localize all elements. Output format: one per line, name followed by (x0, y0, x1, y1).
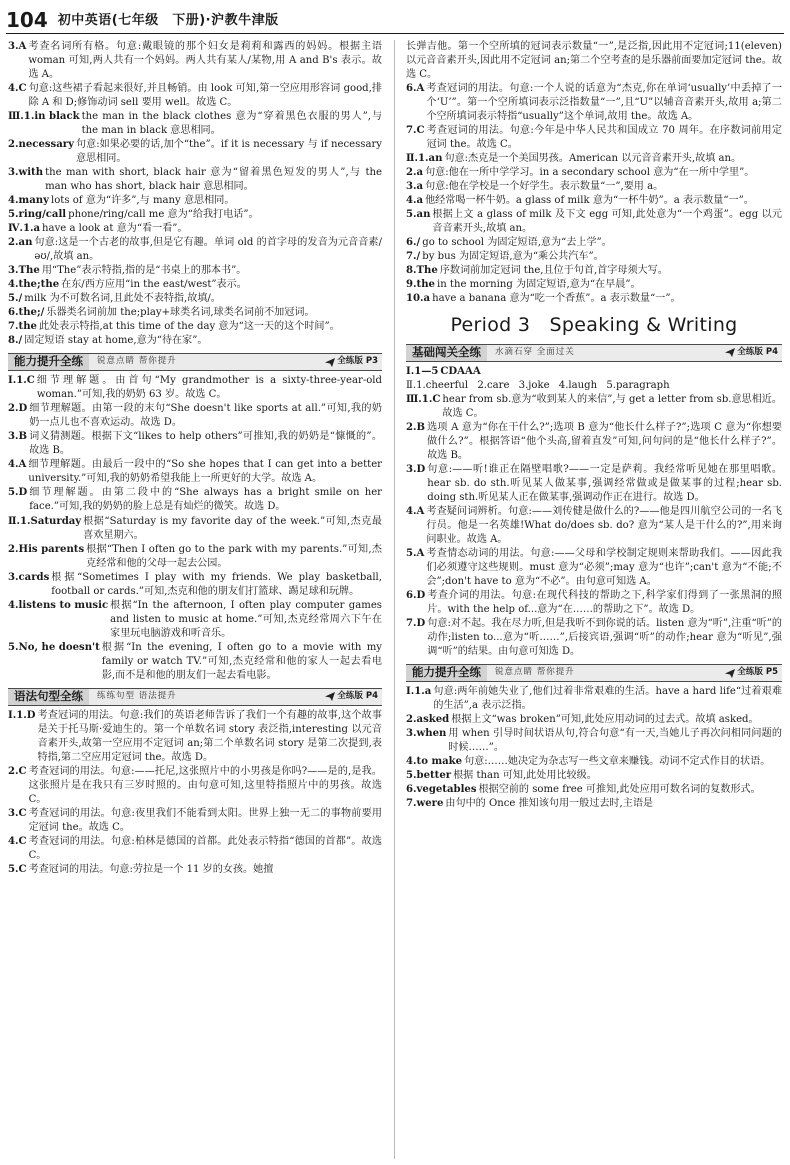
answer-item (406, 769, 782, 783)
answer-item (406, 755, 782, 769)
answer-explanation: 句意:——听!谁正在隔壁唱歌?——一定是萨莉。我经常听见她在那里唱歌。hear sb. do sth.听见某人做某事,强调经常做或是做某事的过程;hear sb. doing sth.听见某人正在做某事,强调动作正在进行。故选 D。 (427, 463, 782, 503)
answer-explanation: hear from sb.意为“收到某人的来信”,与 get a letter from sb.意思相近。故选 C。 (442, 393, 782, 419)
section-title: 语法句型全练 (8, 689, 89, 705)
answer-number: 4.listens to music (8, 599, 109, 611)
answer-item (406, 180, 782, 194)
answer-explanation: by bus 为固定短语,意为“乘公共汽车”。 (422, 251, 604, 263)
answer-number: 7.C (406, 125, 425, 137)
answer-item (8, 208, 382, 222)
answer-explanation: 细节理解题。由首句“My grandmother is a sixty-three-year-old woman.”可知,我的奶奶 63 岁。故选 C。 (36, 375, 382, 401)
answer-explanation: the man with short, black hair 意为“留着黑色短发的男人”,与 the man who has short, black hair 意思相同。 (45, 167, 382, 193)
answer-number: 3.with (8, 167, 44, 179)
answer-item (8, 264, 382, 278)
answer-item (8, 194, 382, 208)
paper-plane-icon (325, 692, 335, 701)
answer-number: 5.A (406, 547, 425, 559)
answer-explanation: 根据“Then I often go to the park with my parents.”可知,杰克经常和他的父母一起去公园。 (86, 543, 382, 569)
answer-number: 5.D (8, 487, 28, 499)
answer-item (406, 685, 782, 713)
answer-number: 3.A (8, 41, 27, 52)
answer-number: Ⅱ.1.an (406, 153, 443, 165)
answer-explanation: 在东/西方应用“in the east/west”表示。 (61, 279, 247, 291)
inline-answer: 5.paragraph (606, 379, 670, 391)
column-divider (394, 40, 395, 1159)
answer-item (8, 236, 382, 264)
section-header (8, 353, 382, 371)
answer-item (406, 264, 782, 278)
answer-explanation: 用“The”表示特指,指的是“书桌上的那本书”。 (41, 265, 247, 277)
answer-number: 3.D (406, 463, 426, 475)
answer-explanation: 细节理解题。由第一段的末句“She doesn't like sports at all.”可知,我的奶奶一点儿也不喜欢运动。故选 D。 (29, 403, 382, 429)
answer-explanation: 句意:杰克是一个美国男孩。American 以元音音素开头,故填 an。 (444, 153, 742, 165)
answer-item (406, 292, 782, 306)
answer-explanation: 根据上文“was broken”可知,此处应用动词的过去式。故填 asked。 (451, 714, 759, 726)
answer-item (8, 374, 382, 402)
answer-number: Ⅰ.1.D (8, 709, 36, 721)
section-header (406, 664, 782, 682)
paper-plane-icon (725, 348, 735, 357)
section-header (406, 344, 782, 362)
answer-list (406, 685, 782, 811)
answer-number: 2.D (8, 403, 28, 415)
answer-explanation: 考查冠词的用法。句意:劳拉是一个 11 岁的女孩。她擅 (28, 863, 274, 875)
answer-number: Ⅳ.1.a (8, 223, 41, 235)
answer-explanation: 句意:这些裙子看起来很好,并且畅销。由 look 可知,第一空应用形容词 good,排除 A 和 D;修饰动词 sell 要用 well。故选 C。 (28, 83, 382, 109)
answer-number: 4.to make (406, 756, 463, 768)
answer-explanation: milk 为不可数名词,且此处不表特指,故填/。 (24, 293, 221, 305)
answer-explanation: the man in the black clothes 意为“穿着黑色衣服的男人”,与 the man in black 意思相同。 (81, 111, 382, 137)
answer-explanation: 考查疑问词辨析。句意:——刘传健是做什么的?——他是四川航空公司的一名飞行员。他是一名英雄!What do/does sb. do? 意为“某人是干什么的?”,用来询问职业。故选 A。 (426, 505, 782, 545)
answer-item (406, 797, 782, 811)
answer-item (406, 250, 782, 264)
answer-explanation: 乐器类名词前加 the;play+球类名词,球类名词前不加冠词。 (46, 307, 315, 319)
answer-number: 3.The (8, 265, 40, 277)
answer-list (406, 393, 782, 659)
answer-number: 5.better (406, 770, 452, 782)
answer-explanation: 考查介词的用法。句意:在现代科技的帮助之下,科学家们得到了一张黑洞的照片。with the help of...意为“在……的帮助之下”。故选 D。 (427, 589, 782, 615)
answer-item (8, 543, 382, 571)
inline-answer: 2.care (477, 379, 510, 391)
answer-item (406, 393, 782, 421)
answer-number: Ⅱ.1.Saturday (8, 515, 82, 527)
answer-item (8, 110, 382, 138)
answer-item (406, 713, 782, 727)
answer-explanation: 句意:他在学校是一个好学生。表示数量“一”,要用 a。 (425, 181, 664, 193)
left-column (8, 40, 382, 1159)
section-version (725, 667, 778, 679)
answer-number: Ⅰ.1—5 (406, 365, 439, 377)
section-header (8, 688, 382, 706)
paper-plane-icon (725, 669, 735, 678)
answer-item (406, 82, 782, 124)
inline-answer: Ⅱ.1.cheerful (406, 379, 469, 391)
answer-explanation: 考查冠词的用法。句意:夜里我们不能看到太阳。世界上独一无二的事物前要用定冠词 the。故选 C。 (28, 807, 382, 833)
answer-number: 5.No, he doesn't (8, 641, 100, 653)
answer-item (406, 124, 782, 152)
answer-item (406, 727, 782, 755)
answer-explanation: 句意:两年前她失业了,他们过着非常艰难的生活。have a hard life“过着艰难的生活”,a 表示泛指。 (433, 686, 782, 712)
answer-item (8, 835, 382, 863)
answer-item (8, 82, 382, 110)
answer-text (440, 365, 782, 379)
answer-explanation: 根据空前的 some free 可推知,此处应用可数名词的复数形式。 (478, 784, 761, 796)
answer-explanation: 固定短语 stay at home,意为“待在家”。 (24, 335, 208, 347)
answer-inline-list (406, 379, 782, 393)
section-version-label: 全练版 P4 (737, 346, 778, 357)
answer-item (8, 306, 382, 320)
period-title: Period 3 Speaking & Writing (450, 314, 738, 337)
answer-number: 5.an (406, 209, 431, 221)
answer-item (406, 589, 782, 617)
answer-explanation: 句意:如果必要的话,加个“the”。if it is necessary 与 if necessary 意思相同。 (75, 139, 382, 165)
answer-explanation: 句意:他在一所中学学习。in a secondary school 意为“在一所中学里”。 (425, 167, 755, 179)
answer-number: 5./ (8, 293, 23, 305)
answer-item (8, 334, 382, 348)
section-version (325, 691, 378, 703)
answer-number: 5.C (8, 863, 27, 875)
answer-item (406, 365, 782, 379)
section-subtitle: 锐意点睛 帮你提升 (97, 356, 177, 367)
answer-number: 8./ (8, 335, 23, 347)
answer-explanation: 细节理解题。由第二段中的“She always has a bright smile on her face.”可知,我的奶奶的脸上总是有灿烂的微笑。故选 D。 (29, 487, 382, 513)
answer-number: 2.necessary (8, 139, 74, 151)
inline-answer: 3.joke (518, 379, 550, 391)
answer-list (8, 709, 382, 877)
answer-number: 6.the;/ (8, 307, 45, 319)
answer-explanation: in the morning 为固定短语,意为“在早晨”。 (436, 279, 641, 291)
answer-explanation: 考查冠词的用法。句意:——托尼,这张照片中的小男孩是你吗?——是的,是我。这张照片是在我只有三岁时照的。由句意可知,这里特指照片中的男孩。故选 C。 (28, 765, 382, 805)
answer-number: 10.a (406, 293, 431, 305)
answer-number: 4.many (8, 195, 49, 207)
answer-number: 7.the (8, 321, 37, 333)
answer-item (8, 571, 382, 599)
answer-key: CDAAA (440, 365, 481, 377)
answer-list (8, 374, 382, 682)
book-title: 初中英语(七年级 下册)·沪教牛津版 (57, 12, 279, 28)
answer-explanation: 用 when 引导时间状语从句,符合句意“有一天,当她儿子再次问相同问题的时候……”。 (448, 728, 782, 754)
answer-number: 3.a (406, 181, 424, 193)
paper-plane-icon (325, 358, 335, 367)
answer-item (406, 166, 782, 180)
answer-explanation: 句意:这是一个古老的故事,但是它有趣。单词 old 的首字母的发音为元音音素/əʊ/,故填 an。 (34, 237, 382, 263)
answer-number: 6.vegetables (406, 784, 477, 796)
answer-item (8, 320, 382, 334)
answer-number: 6.D (406, 589, 426, 601)
answer-number: 2.B (406, 421, 426, 433)
answer-item (8, 863, 382, 877)
answer-explanation: 根据“Saturday is my favorite day of the week.”可知,杰克最喜欢星期六。 (83, 515, 382, 541)
answer-item (406, 278, 782, 292)
answer-number: 4.a (406, 195, 424, 207)
answer-item (8, 166, 382, 194)
answer-number: 3.C (8, 807, 27, 819)
answer-item (406, 152, 782, 166)
answer-explanation: go to school 为固定短语,意为“去上学”。 (422, 237, 612, 249)
answer-explanation: lots of 意为“许多”,与 many 意思相同。 (50, 195, 235, 207)
page-header (6, 6, 784, 34)
answer-number: 2.a (406, 167, 424, 179)
answer-explanation: 考查冠词的用法。句意:我们的英语老师告诉了我们一个有趣的故事,这个故事是关于托马斯·爱迪生的。第一个单数名词 story 表泛指,interesting 以元音音素开头,故第一空应用不定冠词 an;第二个单数名词 story 是第二次提到,表特指,第二空应用定冠词 the。故选 D。 (37, 709, 382, 763)
answer-item (8, 138, 382, 166)
answer-item (406, 194, 782, 208)
answer-number: 2.an (8, 237, 33, 249)
answer-explanation: 选项 A 意为“你在干什么?”;选项 B 意为“他长什么样子?”;选项 C 意为“你想要做什么?”。根据答语“他个头高,留着直发”可知,问句问的是“他长什么样子?”。故选 B。 (427, 421, 782, 461)
answer-list (8, 40, 382, 348)
answer-item (406, 236, 782, 250)
continued-text: 长弹吉他。第一个空所填的冠词表示数量“一”,是泛指,因此用不定冠词;11(eleven)以元音音素开头,因此用不定冠词 an;第二个空考查的是乐器前面要加定冠词 the。故选 C。 (406, 41, 782, 81)
answer-item (8, 292, 382, 306)
answer-explanation: 考查冠词的用法。句意:一个人说的话意为“杰克,你在单词‘usually’中丢掉了一个‘U’”。第一个空所填词表示泛指数量“一”,且“U”以辅音音素开头,故用 a;第二个空所填词表示特指“usually”这个单词,故用 the。故选 A。 (426, 83, 782, 123)
answer-number: 7.D (406, 617, 426, 629)
answer-number: Ⅲ.1.in black (8, 111, 80, 123)
answer-number: 3.when (406, 728, 447, 740)
answer-number: 4.C (8, 835, 27, 847)
answer-item (8, 430, 382, 458)
answer-number: 7.were (406, 798, 444, 810)
answer-explanation: have a look at 意为“看一看”。 (42, 223, 188, 235)
answer-item (406, 208, 782, 236)
answer-item (8, 222, 382, 236)
answer-item (406, 505, 782, 547)
answer-number: 4.C (8, 83, 27, 95)
section-subtitle: 练练句型 语法提升 (97, 690, 177, 701)
section-subtitle: 锐意点睛 帮你提升 (495, 667, 575, 678)
answer-explanation: 由句中的 Once 推知该句用一般过去时,主语是 (445, 798, 654, 810)
answer-explanation: 序数词前加定冠词 the,且位于句首,首字母须大写。 (439, 265, 668, 277)
answer-number: 2.asked (406, 714, 450, 726)
section-version-label: 全练版 P5 (737, 667, 778, 678)
answer-item (8, 515, 382, 543)
answer-explanation: 词义猜测题。根据下文“likes to help others”可推知,我的奶奶是“慷慨的”。故选 B。 (29, 431, 382, 457)
section-version (725, 347, 778, 359)
inline-answer: 4.laugh (558, 379, 598, 391)
answer-explanation: 根据“Sometimes I play with my friends. We play basketball, football or cards.”可知,杰克和他的朋友们打篮球、踢足球和玩牌。 (51, 571, 382, 597)
answer-explanation: 根据上文 a glass of milk 及下文 egg 可知,此处意为“一个鸡蛋”。egg 以元音音素开头,故填 an。 (432, 209, 782, 235)
answer-number: 4.A (8, 459, 27, 471)
answer-number: 3.B (8, 431, 28, 443)
answer-item (406, 547, 782, 589)
answer-number: 3.cards (8, 571, 50, 583)
answer-explanation: 此处表示特指,at this time of the day 意为“这一天的这个时间”。 (38, 321, 340, 333)
answer-number: 2.C (8, 765, 27, 777)
answer-item (406, 617, 782, 659)
answer-number: 5.ring/call (8, 209, 67, 221)
answer-item (8, 765, 382, 807)
answer-item (8, 599, 382, 641)
answer-number: Ⅰ.1.C (8, 375, 35, 387)
answer-explanation: 句意:对不起。我在尽力听,但是我听不到你说的话。listen 意为“听”,注重“听”的动作;listen to...意为“听……”,后接宾语,强调“听”的动作;hear 意为“听见”,强调“听”的结果。由句意可知选 D。 (427, 617, 782, 658)
answer-item (8, 486, 382, 514)
answer-explanation: 考查情态动词的用法。句意:——父母和学校制定规则来帮助我们。——因此我们必须遵守这些规则。must 意为“必须”;may 意为“也许”;can't 意为“不能;不会”;don't have to 意为“不必”。由句意可知选 A。 (426, 547, 782, 587)
answer-number: 8.The (406, 265, 438, 277)
answer-item (8, 458, 382, 486)
answer-number: 6.A (406, 83, 425, 95)
answer-item (8, 641, 382, 683)
section-version (325, 356, 378, 368)
answer-number: Ⅲ.1.C (406, 393, 441, 405)
answer-explanation: 考查冠词的用法。句意:柏林是德国的首都。此处表示特指“德国的首都”。故选 C。 (28, 835, 382, 861)
answer-explanation: 根据“In the evening, I often go to a movie with my family or watch TV.”可知,杰克经常和他的家人一起去看电影,而不是和他的朋友们一起去看电影。 (101, 641, 382, 681)
answer-list (406, 82, 782, 306)
answer-explanation: 细节理解题。由最后一段中的“So she hopes that I can get into a better university.”可知,我的奶奶希望我能上一所更好的大学。故选 A。 (28, 459, 382, 485)
answer-item (8, 402, 382, 430)
answer-explanation: 根据“In the afternoon, I often play computer games and listen to music at home.”可知,杰克经常周六下午在家里玩电脑游戏和听音乐。 (110, 599, 382, 639)
answer-explanation: have a banana 意为“吃一个香蕉”。a 表示数量“一”。 (432, 293, 681, 305)
section-title: 能力提升全练 (8, 354, 89, 370)
section-version-label: 全练版 P4 (337, 690, 378, 701)
page-number: 104 (6, 8, 48, 32)
answer-explanation: 根据 than 可知,此处用比较级。 (453, 770, 597, 782)
answer-item (406, 783, 782, 797)
answer-item (406, 463, 782, 505)
section-subtitle: 水滴石穿 全面过关 (495, 346, 575, 357)
section-title: 基础闯关全练 (406, 345, 487, 361)
answer-explanation: 考查冠词的用法。句意:今年是中华人民共和国成立 70 周年。在序数词前用定冠词 the。故选 C。 (426, 125, 782, 151)
answer-item (8, 807, 382, 835)
answer-number: 4.the;the (8, 279, 60, 291)
answer-number: 4.A (406, 505, 425, 517)
answer-explanation: 句意:……她决定为杂志写一些文章来赚钱。动词不定式作目的状语。 (464, 756, 771, 768)
answer-number: 2.His parents (8, 543, 85, 555)
answer-number: 7./ (406, 251, 421, 263)
answer-explanation: phone/ring/call me 意为“给我打电话”。 (68, 209, 259, 221)
answer-number: 9.the (406, 279, 435, 291)
answer-explanation: 考查名词所有格。句意:戴眼镜的那个妇女是莉莉和露西的妈妈。根据主语 woman 可知,两人共有一个妈妈。两人共有某人/某物,用 A and B's 表示。故选 A。 (28, 41, 382, 81)
section-title: 能力提升全练 (406, 665, 487, 681)
right-column (406, 40, 782, 1159)
answer-item (406, 421, 782, 463)
answer-item (8, 40, 382, 82)
answer-number: 6./ (406, 237, 421, 249)
answer-item (8, 278, 382, 292)
section-version-label: 全练版 P3 (337, 356, 378, 367)
answer-number: Ⅰ.1.a (406, 686, 432, 698)
answer-item (8, 709, 382, 765)
answer-explanation: 他经常喝一杯牛奶。a glass of milk 意为“一杯牛奶”。a 表示数量“一”。 (425, 195, 754, 207)
